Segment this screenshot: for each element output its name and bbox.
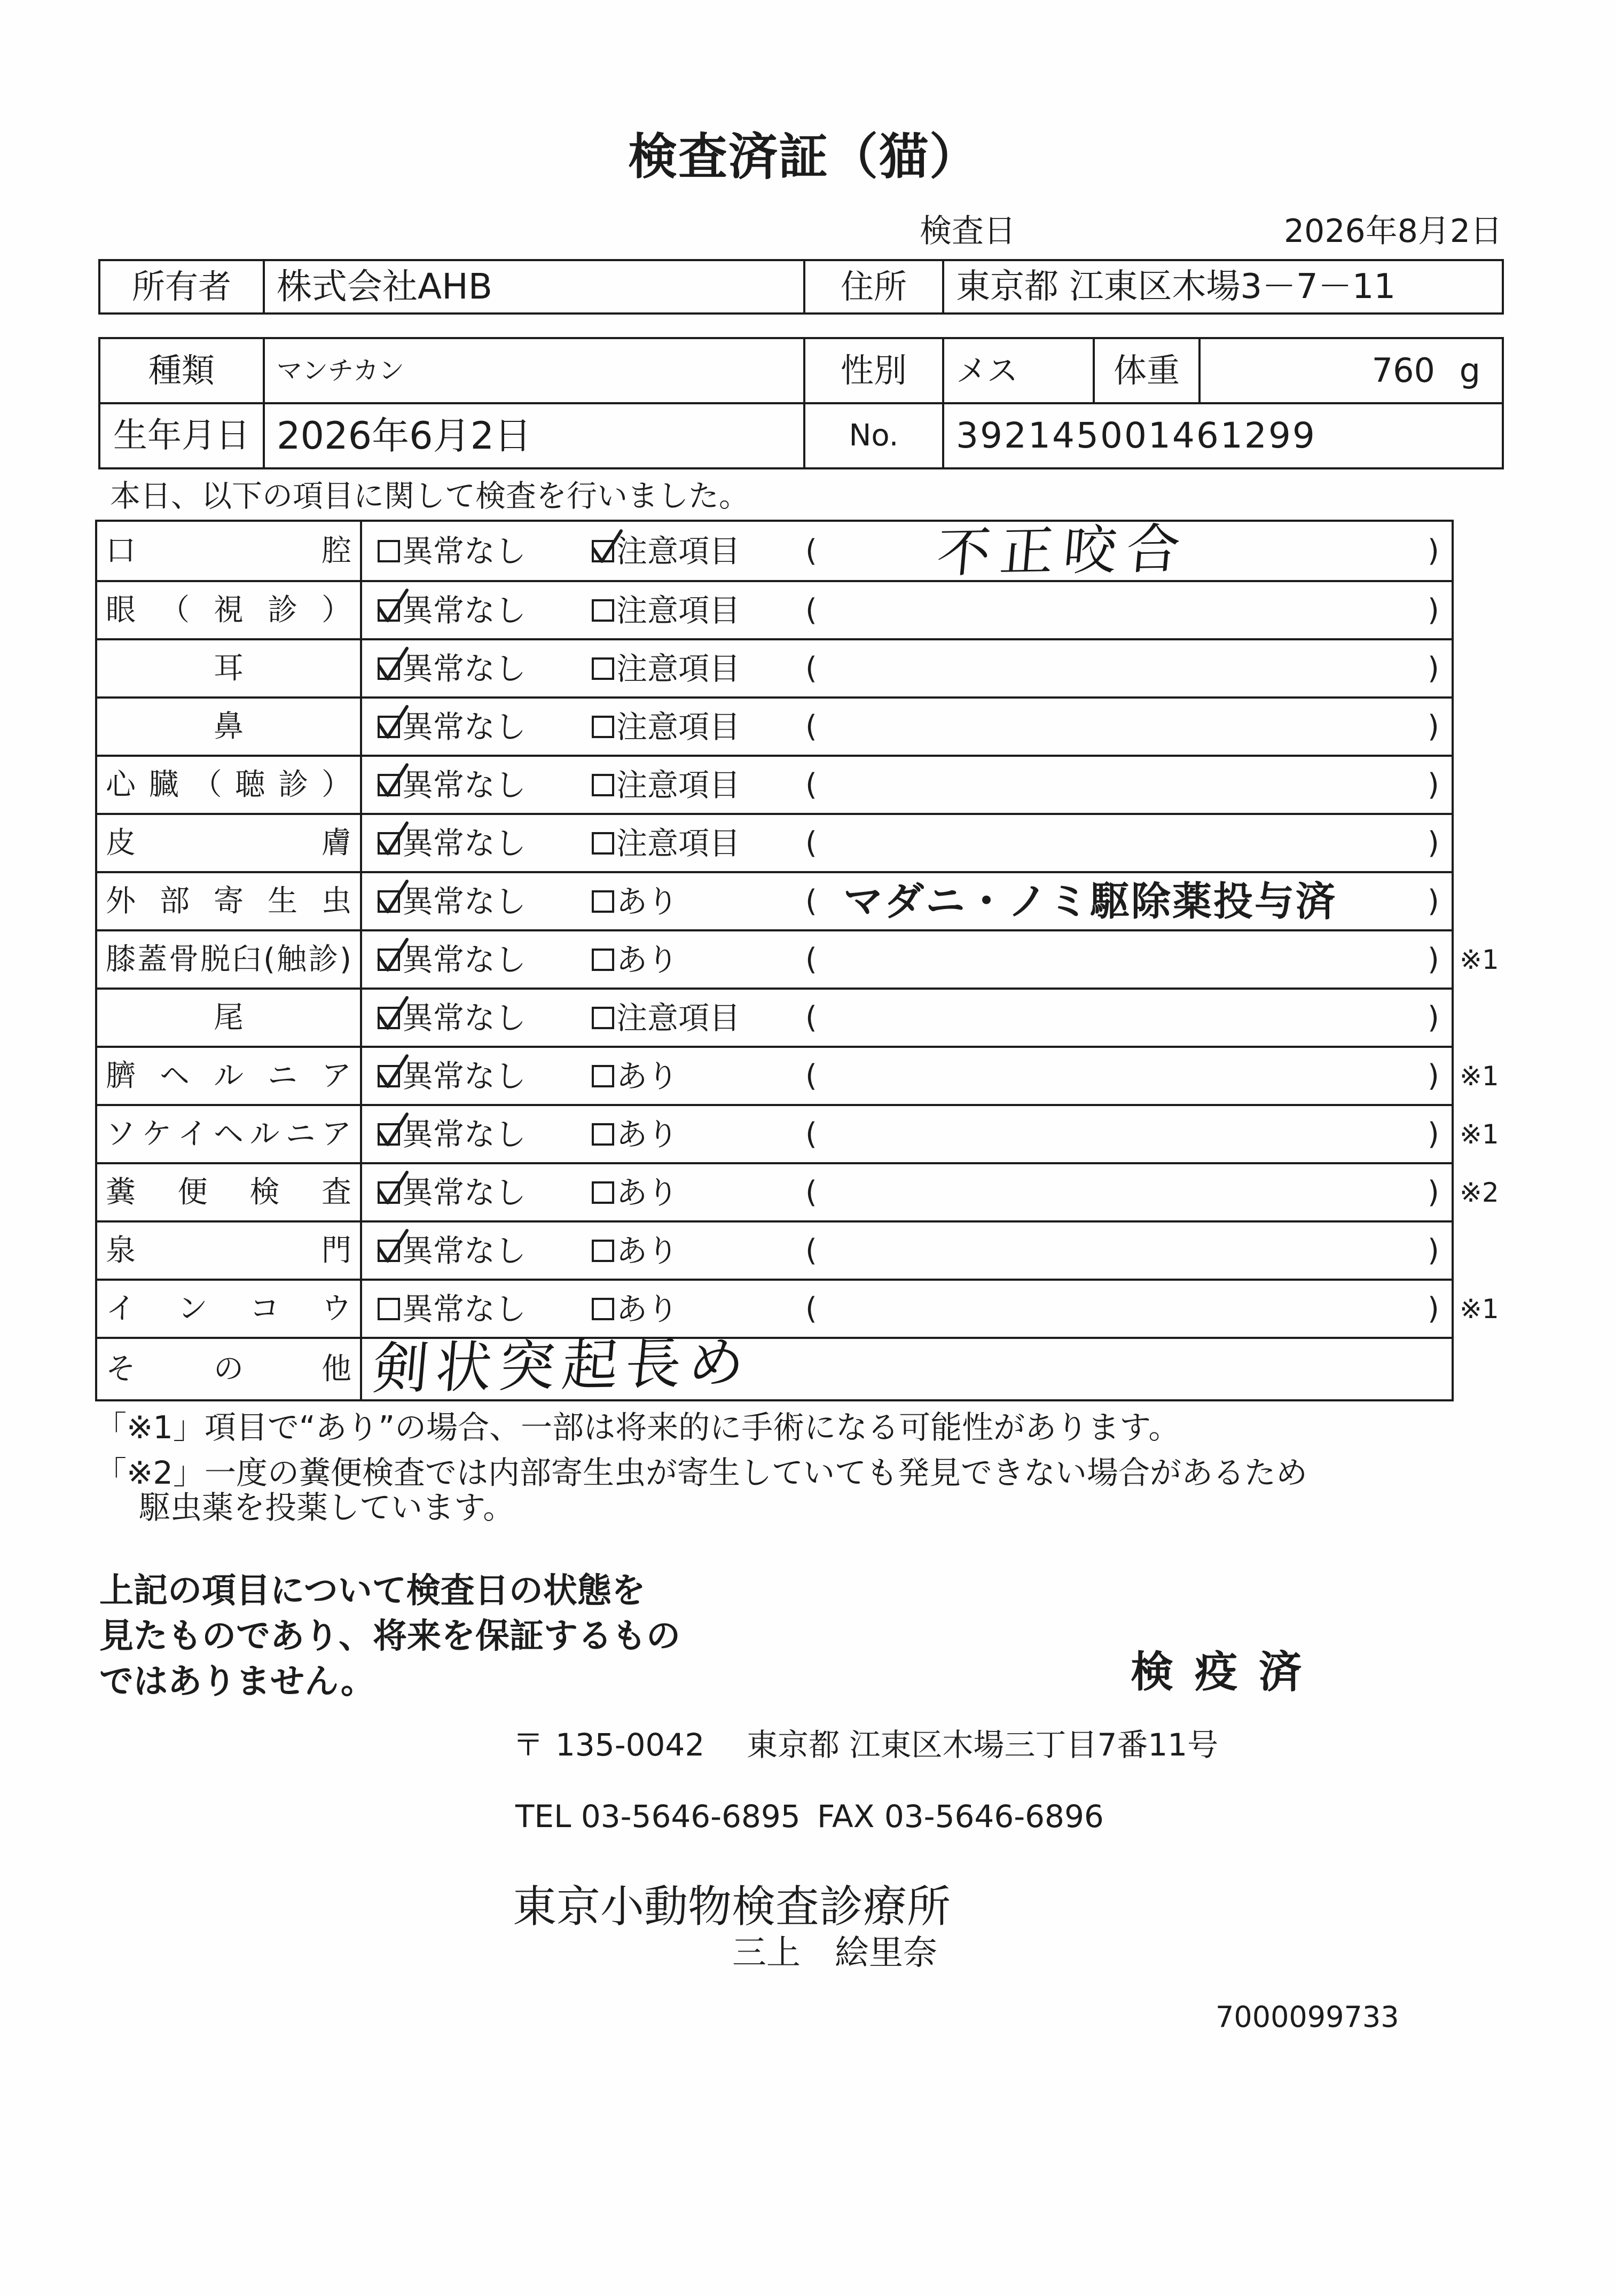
paren-close: ) — [1428, 767, 1439, 802]
page-title: 検査済証（猫） — [628, 128, 979, 185]
checkbox-normal — [378, 1298, 400, 1320]
exam-row — [97, 929, 1499, 988]
checkbox-normal — [378, 540, 400, 562]
checkbox-other — [592, 540, 614, 562]
paren-open: ( — [805, 1291, 817, 1326]
handwritten-remark: 不正咬合 — [934, 517, 1193, 584]
exam-item-label: 鼻 — [97, 699, 362, 755]
checkbox-normal — [378, 774, 400, 796]
inspection-date-label: 検査日 — [920, 213, 1016, 250]
exam-row — [97, 755, 1452, 813]
other-option-label: あり — [616, 883, 679, 920]
checkbox-other — [592, 832, 614, 855]
veterinarian-name: 三上 絵里奈 — [732, 1933, 937, 1973]
statement-line-1: 上記の項目について検査日の状態を — [99, 1571, 646, 1611]
exam-row — [97, 988, 1452, 1046]
sex-value: メス — [942, 339, 1093, 402]
normal-option-label: 異常なし — [402, 766, 527, 803]
paren-close: ) — [1428, 1058, 1439, 1093]
paren-open: ( — [805, 709, 817, 744]
paren-close: ) — [1428, 942, 1439, 977]
other-option-label: あり — [616, 941, 679, 978]
paren-close: ) — [1428, 709, 1439, 744]
exam-item-label: 耳 — [97, 640, 362, 696]
exam-item-label: ソ ケ イ ヘ ル ニ ア — [97, 1106, 362, 1162]
footnote-ref: ※1 — [1460, 1118, 1499, 1150]
checkbox-normal — [378, 599, 400, 622]
checkbox-other — [592, 1123, 614, 1146]
animal-row-1 — [100, 339, 1502, 402]
exam-row — [97, 1279, 1499, 1337]
other-option-label: あり — [616, 1057, 679, 1094]
exam-item-label: 眼 （ 視 診 ） — [97, 582, 362, 638]
normal-option-label: 異常なし — [402, 1174, 527, 1211]
normal-option-label: 異常なし — [402, 825, 527, 861]
paren-open: ( — [805, 1000, 817, 1035]
checkbox-normal — [378, 657, 400, 680]
other-option-label: 注意項目 — [616, 766, 741, 803]
normal-option-label: 異常なし — [402, 650, 527, 687]
exam-item-label: イ ン コ ウ — [97, 1281, 362, 1337]
exam-item-label: 臍 ヘ ル ニ ア — [97, 1048, 362, 1104]
exam-row — [97, 1329, 1452, 1401]
weight-cell — [1198, 339, 1502, 402]
exam-row — [97, 1162, 1499, 1220]
birth-label: 生年月日 — [113, 416, 250, 456]
exam-row — [97, 696, 1452, 755]
exam-item-label: 皮 膚 — [97, 815, 362, 871]
clinic-address: 東京都 江東区木場三丁目7番11号 — [747, 1727, 1219, 1763]
footnote-ref: ※2 — [1460, 1177, 1499, 1208]
quarantine-stamp: 検疫済 — [1131, 1647, 1323, 1697]
checkbox-other — [592, 949, 614, 971]
exam-row — [97, 580, 1452, 638]
paren-close: ) — [1428, 1000, 1439, 1035]
paren-open: ( — [805, 1058, 817, 1093]
paren-close: ) — [1428, 592, 1439, 628]
other-option-label: 注意項目 — [616, 708, 741, 745]
exam-row — [97, 1220, 1452, 1279]
normal-option-label: 異常なし — [402, 1057, 527, 1094]
checkbox-normal — [378, 949, 400, 971]
exam-item-label: 泉 門 — [97, 1223, 362, 1279]
normal-option-label: 異常なし — [402, 883, 527, 920]
exam-item-label: 尾 — [97, 990, 362, 1046]
postal-code: 135-0042 — [555, 1727, 705, 1763]
paren-close: ) — [1428, 1174, 1439, 1210]
owner-table — [98, 259, 1504, 315]
footnote-1: 「※1」項目で“あり”の場合、一部は将来的に手術になる可能性があります。 — [95, 1409, 1180, 1446]
other-option-label: 注意項目 — [616, 592, 741, 629]
exam-item-label: 口 腔 — [97, 522, 362, 580]
checkbox-normal — [378, 1181, 400, 1204]
footnote-ref: ※1 — [1460, 1293, 1499, 1325]
other-option-label: 注意項目 — [616, 532, 741, 569]
paren-open: ( — [805, 1116, 817, 1151]
animal-table — [98, 337, 1504, 469]
clinic-tel: TEL 03-5646-6895 — [515, 1798, 801, 1835]
clinic-name: 東京小動物検査診療所 — [513, 1882, 951, 1932]
exam-row — [97, 517, 1452, 584]
sex-label: 性別 — [803, 339, 942, 402]
exam-row — [97, 1046, 1499, 1104]
paren-open: ( — [805, 1174, 817, 1210]
clinic-fax: FAX 03-5646-6896 — [817, 1798, 1104, 1835]
intro-text: 本日、以下の項目に関して検査を行いました。 — [110, 479, 749, 514]
paren-open: ( — [805, 592, 817, 628]
footnote-2-line-2: 駆虫薬を投薬しています。 — [139, 1489, 515, 1526]
checkbox-other — [592, 599, 614, 622]
checkbox-other — [592, 1181, 614, 1204]
document-number: 7000099733 — [1216, 2000, 1399, 2034]
paren-open: ( — [805, 883, 817, 919]
paren-close: ) — [1428, 825, 1439, 860]
postal-mark: 〒 — [513, 1727, 544, 1763]
handwritten-remark: 剣状突起長め — [370, 1329, 755, 1401]
checkbox-normal — [378, 716, 400, 738]
checkbox-normal — [378, 1065, 400, 1087]
other-option-label: あり — [616, 1290, 679, 1327]
exam-item-label: 膝 蓋 骨 脱 臼 ( 触 診 ) — [97, 931, 362, 988]
exam-item-label: 心 臓 （ 聴 診 ） — [97, 757, 362, 813]
checkbox-other — [592, 716, 614, 738]
paren-open: ( — [805, 767, 817, 802]
other-option-label: あり — [616, 1232, 679, 1269]
checkbox-other — [592, 657, 614, 680]
owner-name: 株式会社AHB — [263, 261, 803, 312]
exam-row — [97, 1104, 1499, 1162]
exam-item-label: 外 部 寄 生 虫 — [97, 873, 362, 929]
statement-line-3: ではありません。 — [99, 1662, 375, 1702]
paren-close: ) — [1428, 1233, 1439, 1268]
animal-row-2 — [100, 402, 1502, 467]
paren-open: ( — [805, 1233, 817, 1268]
address-label: 住所 — [803, 261, 942, 312]
paren-close: ) — [1428, 651, 1439, 686]
paren-close: ) — [1428, 1291, 1439, 1326]
normal-option-label: 異常なし — [402, 592, 527, 629]
paren-open: ( — [805, 533, 817, 568]
weight-value: 760 — [1371, 351, 1435, 390]
checkbox-normal — [378, 1240, 400, 1262]
checkbox-other — [592, 1298, 614, 1320]
normal-option-label: 異常なし — [402, 1232, 527, 1269]
other-option-label: 注意項目 — [616, 999, 741, 1036]
checkbox-other — [592, 774, 614, 796]
owner-address: 東京都 江東区木場3－7－11 — [942, 261, 1502, 312]
exam-item-label: 糞 便 検 査 — [97, 1164, 362, 1220]
normal-option-label: 異常なし — [402, 999, 527, 1036]
remark-text: マダニ・ノミ駆除薬投与済 — [843, 878, 1337, 924]
normal-option-label: 異常なし — [402, 1290, 527, 1327]
checkbox-other — [592, 1007, 614, 1029]
paren-close: ) — [1428, 1116, 1439, 1151]
animal-number: 392145001461299 — [942, 404, 1502, 467]
inspection-date: 2026年8月2日 — [1284, 213, 1503, 250]
weight-label: 体重 — [1093, 339, 1198, 402]
paren-open: ( — [805, 651, 817, 686]
birth-value: 2026年6月2日 — [263, 404, 803, 467]
checkbox-other — [592, 1065, 614, 1087]
exam-table — [95, 517, 1499, 1401]
checkbox-other — [592, 1240, 614, 1262]
exam-row — [97, 638, 1452, 696]
weight-unit: g — [1459, 351, 1480, 390]
paren-open: ( — [805, 825, 817, 860]
paren-open: ( — [805, 942, 817, 977]
other-option-label: あり — [616, 1116, 679, 1153]
exam-row — [97, 813, 1452, 871]
normal-option-label: 異常なし — [402, 1116, 527, 1153]
breed-label: 種類 — [148, 351, 215, 390]
paren-close: ) — [1428, 883, 1439, 919]
other-option-label: 注意項目 — [616, 650, 741, 687]
owner-label: 所有者 — [131, 267, 231, 306]
statement-line-2: 見たものであり、将来を保証するもの — [99, 1617, 680, 1656]
checkbox-normal — [378, 890, 400, 913]
exam-item-label: そ の 他 — [97, 1339, 362, 1399]
other-option-label: 注意項目 — [616, 825, 741, 861]
paren-close: ) — [1428, 533, 1439, 568]
breed-value: マンチカン — [263, 339, 803, 402]
normal-option-label: 異常なし — [402, 708, 527, 745]
number-label: No. — [803, 404, 942, 467]
footnote-ref: ※1 — [1460, 944, 1499, 975]
exam-row — [97, 871, 1452, 929]
checkbox-other — [592, 890, 614, 913]
checkbox-normal — [378, 1123, 400, 1146]
checkbox-normal — [378, 1007, 400, 1029]
checkbox-normal — [378, 832, 400, 855]
other-option-label: あり — [616, 1174, 679, 1211]
normal-option-label: 異常なし — [402, 532, 527, 569]
footnote-ref: ※1 — [1460, 1060, 1499, 1092]
normal-option-label: 異常なし — [402, 941, 527, 978]
footnote-2-line-1: 「※2」一度の糞便検査では内部寄生虫が寄生していても発見できない場合があるため — [95, 1454, 1307, 1491]
